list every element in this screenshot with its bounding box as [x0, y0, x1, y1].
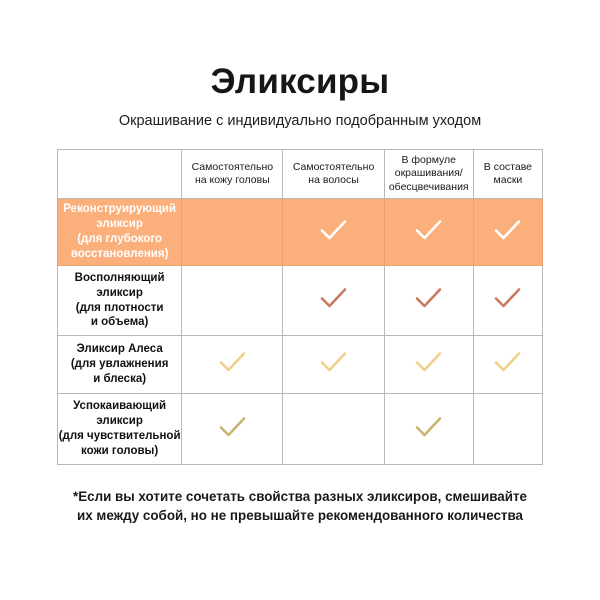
- row-label-line3: (для глубокого: [77, 233, 163, 245]
- row-label-line2: эликсир: [96, 286, 143, 299]
- footnote: [0, 487, 600, 526]
- checkmark-icon: [494, 351, 521, 373]
- cell-reconstructing-mask: [473, 199, 542, 266]
- checkmark-icon: [415, 416, 442, 438]
- checkmark-icon: [415, 287, 442, 309]
- checkmark-icon: [494, 287, 521, 309]
- row-label-line2: (для увлажнения: [70, 358, 169, 371]
- row-label-line2: эликсир: [96, 415, 143, 428]
- cell-alesa-mask: [473, 336, 542, 394]
- table-row: [58, 336, 543, 394]
- column-header-mask-line2: маски: [493, 174, 523, 186]
- table-row: [58, 394, 543, 465]
- column-header-mask: [473, 150, 542, 199]
- cell-alesa-hair: [283, 336, 384, 394]
- row-label-line1: Восполняющий: [74, 271, 165, 284]
- checkmark-icon: [415, 351, 442, 373]
- row-label-line3: и блеска): [93, 372, 147, 385]
- row-label-line3: (для чувствительной: [58, 430, 181, 442]
- column-header-hair-line2: на волосы: [308, 174, 359, 186]
- column-header-scalp-line2: на кожу головы: [194, 174, 270, 186]
- table-header-row: [58, 150, 543, 199]
- column-header-scalp: [182, 150, 283, 199]
- checkmark-icon: [320, 287, 347, 309]
- footnote-line1: *Если вы хотите сочетать свойства разных эликсиров, смешивайте: [72, 489, 527, 504]
- cell-alesa-scalp: [182, 336, 283, 394]
- column-header-formula: [384, 150, 473, 199]
- row-label-line4: и объема): [90, 316, 149, 329]
- column-header-scalp-line1: Самостоятельно: [191, 160, 274, 173]
- cell-replenishing-hair: [283, 266, 384, 336]
- cell-reconstructing-scalp: [182, 199, 283, 266]
- cell-replenishing-scalp: [182, 266, 283, 336]
- cell-soothing-scalp: [182, 394, 283, 465]
- column-header-formula-line3: обесцвечивания: [388, 180, 469, 193]
- table-row: [58, 266, 543, 336]
- row-label-line2: эликсир: [96, 218, 143, 231]
- page-subtitle: Окрашивание с индивидуально подобранным уходом: [118, 113, 482, 129]
- row-label-soothing: [58, 394, 182, 465]
- column-header-hair-line1: Самостоятельно: [292, 160, 375, 173]
- column-header-mask-line1: В составе: [483, 160, 533, 173]
- row-label-reconstructing: [58, 199, 182, 266]
- checkmark-icon: [494, 219, 521, 241]
- row-label-line1: Эликсир Алеса: [76, 343, 163, 356]
- cell-alesa-formula: [384, 336, 473, 394]
- cell-reconstructing-hair: [283, 199, 384, 266]
- cell-replenishing-formula: [384, 266, 473, 336]
- checkmark-icon: [320, 351, 347, 373]
- cell-soothing-formula: [384, 394, 473, 465]
- table-body: [58, 199, 543, 465]
- checkmark-icon: [219, 351, 246, 373]
- row-label-line1: Успокаивающий: [73, 400, 167, 413]
- column-header-hair: [283, 150, 384, 199]
- row-label-line1: Реконструирующий: [63, 203, 176, 216]
- checkmark-icon: [415, 219, 442, 241]
- elixir-comparison-table: [57, 149, 543, 465]
- footnote-line2: их между собой, но не превышайте рекомендованного количества: [77, 508, 523, 524]
- column-header-formula-line2: окрашивания/: [394, 167, 463, 180]
- column-header-blank: [58, 150, 182, 199]
- page-title: Эликсиры: [210, 62, 390, 101]
- row-label-line4: кожи головы): [81, 444, 159, 457]
- row-label-line4: восстановления): [70, 247, 169, 260]
- cell-replenishing-mask: [473, 266, 542, 336]
- column-header-formula-line1: В формуле: [401, 153, 457, 166]
- table-row: [58, 199, 543, 266]
- row-label-alesa: [58, 336, 182, 394]
- cell-soothing-hair: [283, 394, 384, 465]
- checkmark-icon: [320, 219, 347, 241]
- row-label-replenishing: [58, 266, 182, 336]
- cell-soothing-mask: [473, 394, 542, 465]
- checkmark-icon: [219, 416, 246, 438]
- cell-reconstructing-formula: [384, 199, 473, 266]
- row-label-line3: (для плотности: [75, 301, 164, 314]
